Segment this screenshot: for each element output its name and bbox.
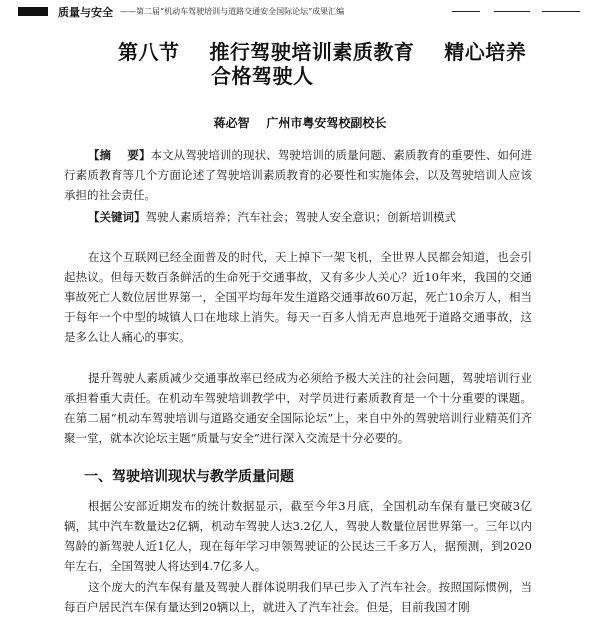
article-title [118, 40, 526, 88]
journal-name: 质量与安全 [58, 6, 113, 19]
author-line: 蒋必智 广州市粤安驾校副校长 [213, 116, 387, 130]
keywords-label: 【关键词】 [88, 210, 146, 224]
running-header [0, 4, 600, 20]
abstract [64, 145, 532, 205]
title-line-2: 合格驾驶人 [211, 64, 314, 88]
body-paragraph: 这个庞大的汽车保有量及驾驶人群体说明我们早已步入了汽车社会。按照国际惯例，当每百户居民汽车保有量达到20辆以上，就进入了汽车社会。但是，目前我国才刚 [64, 580, 532, 614]
body-paragraph: 根据公安部近期发布的统计数据显示，截至今年3月底，全国机动车保有量已突破3亿辆，其中汽车数量达2亿辆，机动车驾驶人达3.2亿人，驾驶人数量位居世界第一。三年以内驾龄的新驾驶人近1亿人，现在每年学习申领驾驶证的公民达三千多万人，据预测，到2020年左右，全国驾驶人将达到4.7亿多人。 [64, 499, 532, 573]
abstract-label: 【摘 要】 [88, 148, 151, 162]
series-title: ——第二届“机动车驾驶培训与道路交通安全国际论坛”成果汇编 [120, 7, 345, 16]
keywords-text: 驾驶人素质培养；汽车社会；驾驶人安全意识；创新培训模式 [145, 210, 456, 224]
body-paragraph: 在这个互联网已经全面普及的时代，天上掉下一架飞机，全世界人民都会知道，也会引起热议。但每天数百条鲜活的生命死于交通事故，又有多少人关心？近10年来，我国的交通事故死亡人数位居世界第一，全国平均每年发生道路交通事故60万起，死亡10余万人，相当于每年一个中型的城镇人口在地球上消失。每天一百多人悄无声息地死于道路交通事故，这是多么让人痛心的事实。 [64, 250, 532, 344]
body-paragraph: 提升驾驶人素质减少交通事故率已经成为必须给予极大关注的社会问题，驾驶培训行业承担着重大责任。在机动车驾驶培训教学中，对学员进行素质教育是一个十分重要的课题。在第二届“机动车驾驶培训与道路交通安全国际论坛”上，来自中外的驾驶培训行业精英们齐聚一堂，就本次论坛主题“质量与安全”进行深入交流是十分必要的。 [64, 371, 532, 445]
header-rule [494, 11, 530, 12]
header-marker [18, 7, 48, 16]
header-rule [452, 11, 480, 12]
keywords [64, 207, 532, 227]
section-heading: 一、驾驶培训现状与教学质量问题 [84, 469, 294, 485]
header-rule [542, 11, 580, 12]
abstract-text: 本文从驾驶培训的现状、驾驶培训的质量问题、素质教育的重要性、如何进行素质教育等几个方面论述了驾驶培训素质教育的必要性和实施体会，以及驾驶培训人应该承担的社会责任。 [64, 148, 532, 202]
title-line-1: 第八节 推行驾驶培训素质教育 精心培养 [118, 40, 527, 64]
